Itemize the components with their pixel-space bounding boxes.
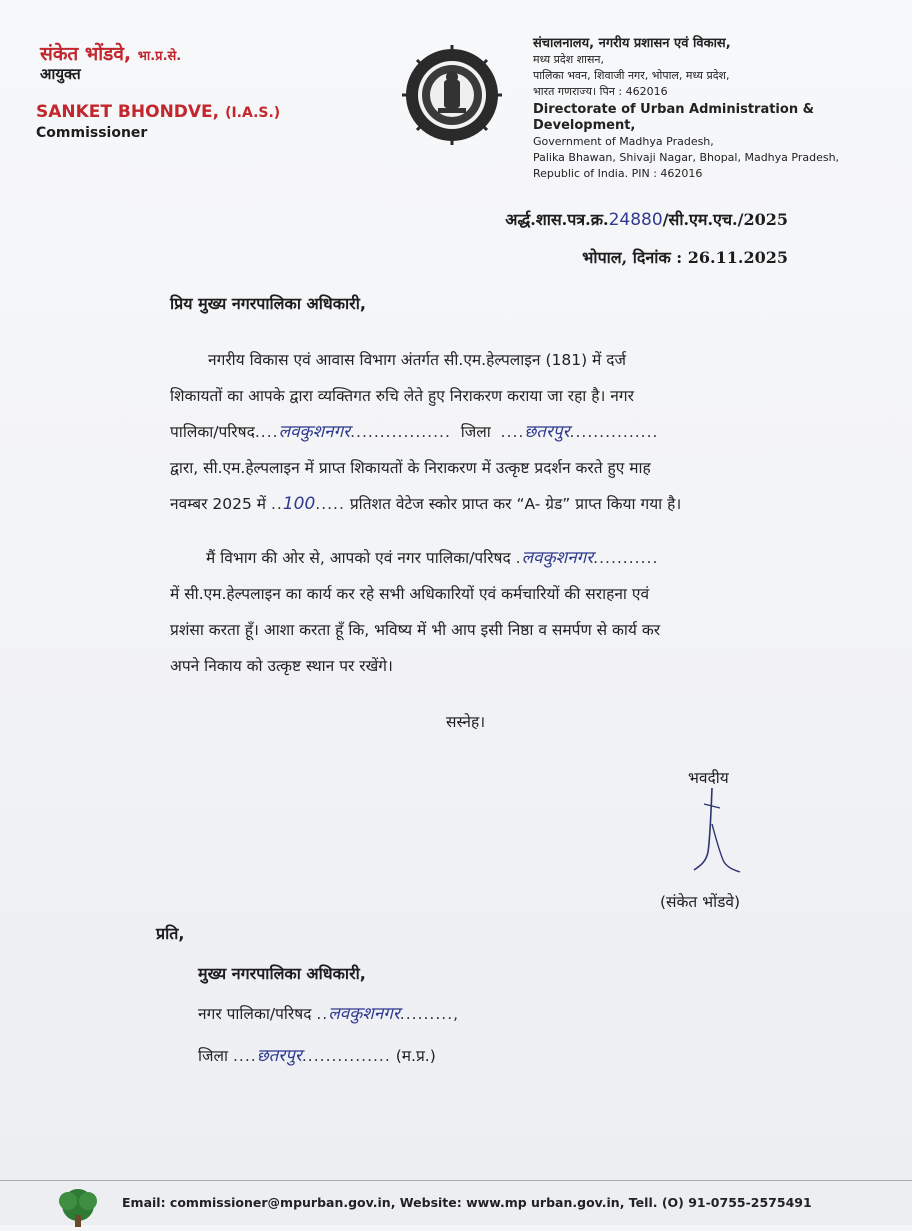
commissioner-name-hindi	[40, 40, 181, 66]
body-name-2-handwritten: लवकुशनगर	[521, 548, 594, 568]
yours-sincerely: भवदीय	[688, 769, 729, 787]
commissioner-name-english	[36, 102, 280, 122]
mp-emblem-seal	[398, 44, 506, 146]
org-english: Directorate of Urban Administration & Development,	[533, 102, 814, 133]
country-english: Republic of India. PIN : 462016	[533, 167, 703, 180]
footer	[0, 1180, 912, 1226]
recipient-body-name-handwritten: लवकुशनगर	[328, 1004, 400, 1024]
letter-reference-number	[505, 208, 788, 230]
p1-line-2: शिकायतों का आपके द्वारा व्यक्तिगत रुचि लेते हुए निराकरण कराया जा रहा है। नगर	[170, 387, 634, 405]
ref-number-handwritten: 24880	[608, 210, 663, 230]
signature	[690, 784, 750, 876]
name-en-suffix: (I.A.S.)	[225, 105, 281, 121]
recipient-body: नगर पालिका/परिषद ..लवकुशनगर.........,	[198, 1004, 460, 1024]
salutation: प्रिय मुख्य नगरपालिका अधिकारी,	[170, 294, 366, 313]
gov-english: Government of Madhya Pradesh,	[533, 135, 714, 148]
place-and-date: भोपाल, दिनांक : 26.11.2025	[582, 248, 788, 267]
recipient-body-label: नगर पालिका/परिषद	[198, 1005, 312, 1023]
country-hindi: भारत गणराज्य। पिन : 462016	[533, 85, 668, 98]
paragraph-2	[170, 540, 790, 684]
ref-prefix: अर्द्ध.शास.पत्र.क्र.	[505, 210, 609, 229]
signatory-name: (संकेत भोंडवे)	[660, 893, 741, 911]
to-label: प्रति,	[156, 924, 185, 943]
address-english: Palika Bhawan, Shivaji Nagar, Bhopal, Madhya Pradesh,	[533, 151, 840, 164]
name-hi: संकेत भोंडवे,	[40, 43, 132, 65]
recipient-designation: मुख्य नगरपालिका अधिकारी,	[198, 964, 366, 983]
recipient-district-handwritten: छतरपुर	[256, 1046, 302, 1066]
recipient-district: जिला ....छतरपुर............... (म.प्र.)	[198, 1046, 436, 1066]
p1-body-label: पालिका/परिषद	[170, 423, 255, 441]
p2-intro: मैं विभाग की ओर से, आपको एवं नगर पालिका/परिषद	[206, 549, 511, 567]
district-handwritten: छतरपुर	[524, 422, 570, 442]
address-hindi: पालिका भवन, शिवाजी नगर, भोपाल, मध्य प्रदेश,	[533, 69, 730, 82]
percent-handwritten: 100	[282, 494, 316, 514]
p1-line-1: नगरीय विकास एवं आवास विभाग अंतर्गत सी.एम.हेल्पलाइन (181) में दर्ज	[208, 351, 626, 369]
body-name-handwritten: लवकुशनगर	[278, 422, 351, 442]
name-en: SANKET BHONDVE,	[36, 102, 220, 122]
p1-district-label: जिला	[460, 423, 491, 441]
p1-line-4: द्वारा, सी.एम.हेल्पलाइन में प्राप्त शिकायतों के निराकरण में उत्कृष्ट प्रदर्शन करते हुए माह	[170, 459, 651, 477]
paragraph-1	[170, 342, 790, 522]
recipient-district-label: जिला	[198, 1047, 229, 1065]
p1-line-5: नवम्बर 2025 में ..100..... प्रतिशत वेटेज स्कोर प्राप्त कर “A- ग्रेड” प्राप्त किया गया है।	[170, 494, 682, 514]
closing: सस्नेह।	[446, 713, 486, 731]
gov-hindi: मध्य प्रदेश शासन,	[533, 53, 605, 66]
footer-contact: Email: commissioner@mpurban.gov.in, Website: www.mp urban.gov.in, Tell. (O) 91-0755-2575491	[122, 1195, 812, 1210]
commissioner-title-english: Commissioner	[36, 125, 148, 141]
p2-line-4: अपने निकाय को उत्कृष्ट स्थान पर रखेंगे।	[170, 657, 393, 675]
recipient-state: (म.प्र.)	[395, 1047, 436, 1065]
p2-line-2: में सी.एम.हेल्पलाइन का कार्य कर रहे सभी अधिकारियों एवं कर्मचारियों की सराहना एवं	[170, 585, 650, 603]
p1-line-3: पालिका/परिषद....लवकुशनगर................. जिला ....छतरपुर...............	[170, 422, 659, 442]
org-hindi: संचालनालय, नगरीय प्रशासन एवं विकास,	[533, 36, 731, 51]
name-hi-suffix: भा.प्र.से.	[137, 49, 182, 64]
p1-grade-text: प्रतिशत वेटेज स्कोर प्राप्त कर “A- ग्रेड” प्राप्त किया गया है।	[349, 495, 682, 513]
commissioner-title-hindi: आयुक्त	[40, 65, 81, 83]
p1-month: नवम्बर 2025 में	[170, 495, 267, 513]
tree-logo	[52, 1187, 104, 1227]
directorate-address-block	[533, 36, 903, 182]
ref-suffix: /सी.एम.एच./2025	[662, 210, 788, 229]
p2-line-3: प्रशंसा करता हूँ। आशा करता हूँ कि, भविष्य में भी आप इसी निष्ठा व समर्पण से कार्य कर	[170, 621, 661, 639]
p2-line-1: मैं विभाग की ओर से, आपको एवं नगर पालिका/परिषद .लवकुशनगर...........	[206, 548, 659, 568]
